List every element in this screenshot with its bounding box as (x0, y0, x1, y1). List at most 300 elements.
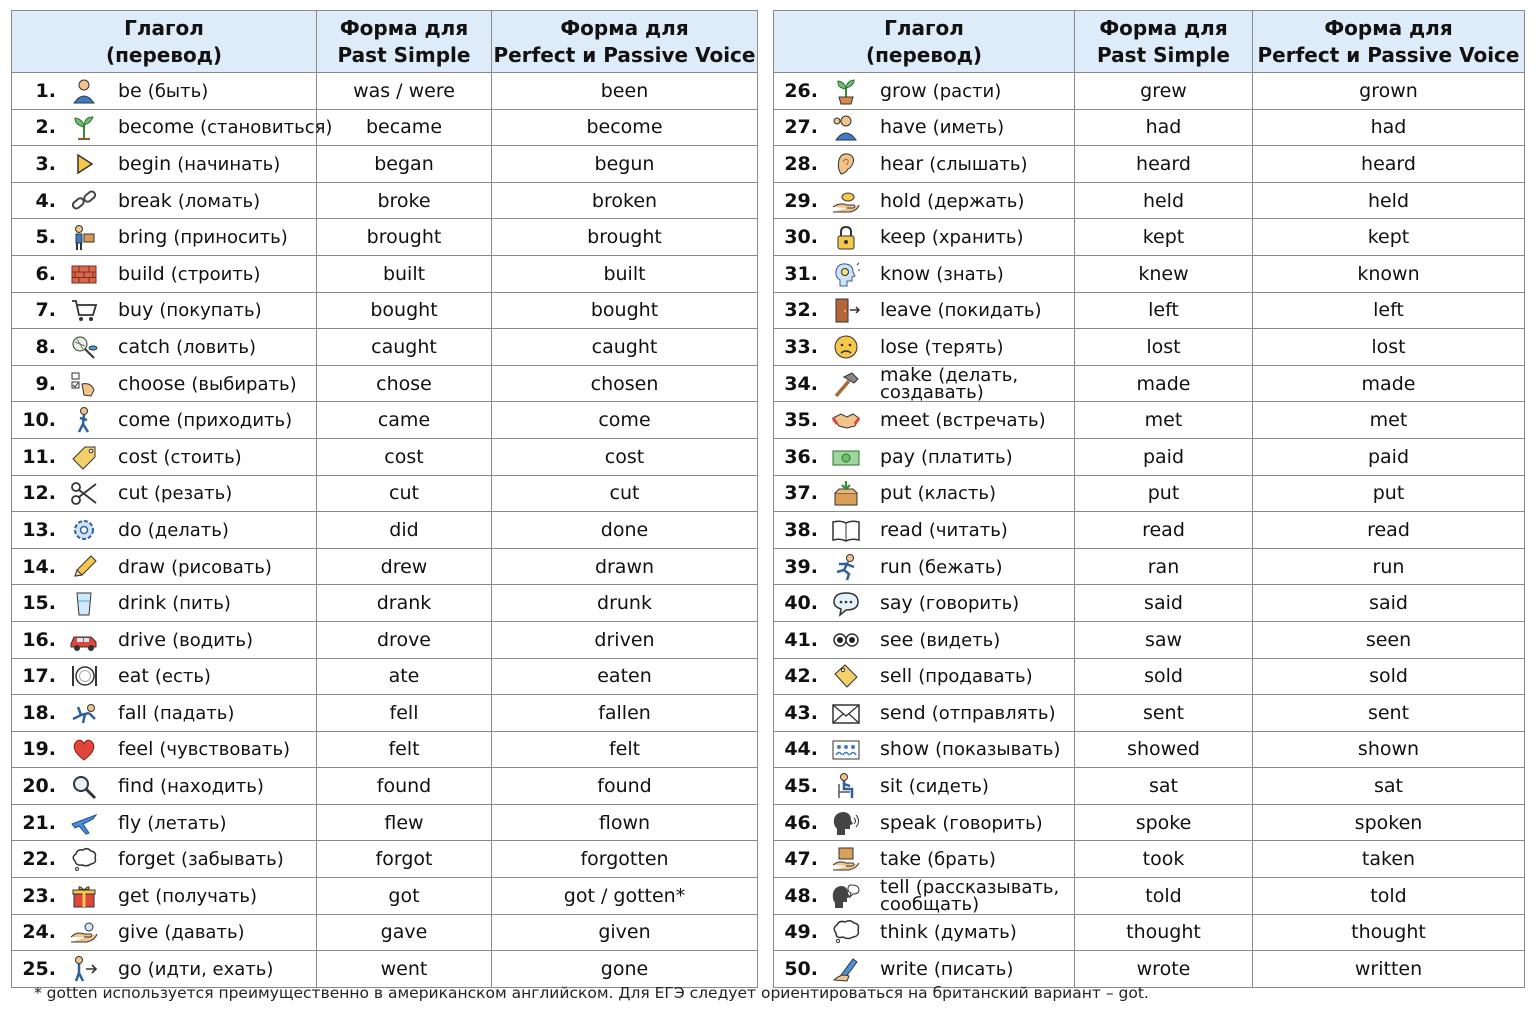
verb-translation: (идти, ехать) (147, 959, 274, 981)
envelope-icon (826, 699, 866, 727)
verb-translation: (брать) (927, 849, 996, 871)
verb-infinitive: bring (118, 226, 168, 249)
verb-label (118, 80, 208, 102)
verb-label (880, 848, 996, 870)
verb-label (880, 446, 1013, 468)
table-row (12, 731, 758, 768)
verb-cell (774, 109, 1075, 146)
past-simple-form: fell (317, 695, 492, 732)
hand-holding-icon (826, 187, 866, 215)
past-simple-form: knew (1075, 255, 1253, 292)
verb-label (880, 812, 1043, 834)
table-row (12, 951, 758, 988)
verb-label (880, 409, 1046, 431)
verb-label (880, 629, 1000, 651)
past-simple-form: met (1075, 402, 1253, 439)
verb-label (118, 702, 234, 724)
past-simple-form: grew (1075, 73, 1253, 110)
verb-translation: (показывать) (935, 739, 1061, 761)
verb-cell (774, 329, 1075, 366)
verb-infinitive: drive (118, 628, 167, 651)
verb-translation: (отправлять) (931, 702, 1056, 724)
past-participle-form: felt (492, 731, 758, 768)
past-simple-form: put (1075, 475, 1253, 512)
table-row (12, 182, 758, 219)
verb-translation: (чувствовать) (159, 739, 291, 761)
past-simple-form: made (1075, 365, 1253, 402)
car-icon (64, 626, 104, 654)
writing-hand-icon (826, 955, 866, 983)
plate-cutlery-icon (64, 662, 104, 690)
verb-label (118, 629, 253, 651)
past-participle-form: cost (492, 438, 758, 475)
past-simple-form: cost (317, 438, 492, 475)
table-row (12, 548, 758, 585)
verb-cell (774, 914, 1075, 951)
verb-infinitive: tell (880, 875, 910, 898)
verb-cell (12, 658, 317, 695)
table-row (774, 512, 1525, 549)
past-simple-form: wrote (1075, 951, 1253, 988)
past-participle-form: found (492, 768, 758, 805)
past-participle-form: become (492, 109, 758, 146)
verb-translation-cont: сообщать) (880, 893, 980, 915)
verb-cell (774, 548, 1075, 585)
verbs-table-left (11, 10, 758, 988)
past-simple-form: sat (1075, 768, 1253, 805)
header-past-simple: Форма для Past Simple (1075, 11, 1253, 73)
sitting-person-icon (826, 772, 866, 800)
verb-translation: (ловить) (176, 336, 257, 358)
past-simple-form: got (317, 878, 492, 915)
verb-translation: (давать) (164, 922, 245, 944)
row-number: 28. (784, 152, 818, 175)
past-participle-form: come (492, 402, 758, 439)
table-row (12, 109, 758, 146)
verb-infinitive: choose (118, 372, 186, 395)
verb-label (118, 190, 260, 212)
sad-face-icon (826, 333, 866, 361)
past-simple-form: said (1075, 585, 1253, 622)
past-simple-form: forgot (317, 841, 492, 878)
header-verb: Глагол (перевод) (12, 11, 317, 73)
verb-label (118, 409, 292, 431)
verb-cell (12, 914, 317, 951)
table-row (774, 182, 1525, 219)
verb-cell (12, 695, 317, 732)
heart-icon (64, 735, 104, 763)
row-number: 6. (35, 262, 56, 285)
past-participle-form: sold (1253, 658, 1525, 695)
verb-infinitive: catch (118, 335, 171, 358)
verb-cell (12, 512, 317, 549)
verb-translation: (покидать) (937, 300, 1042, 322)
past-participle-form: put (1253, 475, 1525, 512)
verb-translation: (выбирать) (191, 373, 297, 395)
verb-translation: (резать) (154, 483, 233, 505)
verb-translation: (продавать) (918, 666, 1033, 688)
telling-heads-icon (826, 882, 866, 910)
past-participle-form: known (1253, 255, 1525, 292)
verb-infinitive: get (118, 884, 150, 907)
row-number: 38. (784, 518, 818, 541)
pencil-icon (64, 553, 104, 581)
table-row (12, 365, 758, 402)
table-row (774, 914, 1525, 951)
table-row (774, 292, 1525, 329)
header-past-simple: Форма для Past Simple (317, 11, 492, 73)
thought-cloud-icon (826, 918, 866, 946)
past-simple-form: told (1075, 878, 1253, 915)
verb-label (880, 226, 1024, 248)
past-participle-form: paid (1253, 438, 1525, 475)
past-participle-form: been (492, 73, 758, 110)
table-row (774, 841, 1525, 878)
past-simple-form: sent (1075, 695, 1253, 732)
past-participle-form: begun (492, 146, 758, 183)
past-participle-form: grown (1253, 73, 1525, 110)
row-number: 24. (22, 921, 56, 944)
table-row (12, 255, 758, 292)
past-participle-form: flown (492, 804, 758, 841)
verb-infinitive: drink (118, 592, 167, 615)
falling-person-icon (64, 699, 104, 727)
past-simple-form: gave (317, 914, 492, 951)
verb-label (118, 116, 332, 138)
verb-cell (774, 438, 1075, 475)
verb-infinitive: come (118, 409, 171, 432)
verb-cell (774, 402, 1075, 439)
past-participle-form: held (1253, 182, 1525, 219)
table-row (12, 219, 758, 256)
verb-infinitive: lose (880, 335, 919, 358)
open-book-icon (826, 516, 866, 544)
row-number: 1. (35, 79, 56, 102)
speaking-head-icon (826, 809, 866, 837)
verb-translation: (находить) (160, 776, 264, 798)
verb-label (880, 702, 1056, 724)
verb-label (880, 80, 1001, 102)
row-number: 42. (784, 665, 818, 688)
table-row (774, 768, 1525, 805)
past-participle-form: eaten (492, 658, 758, 695)
table-row (12, 438, 758, 475)
row-number: 2. (35, 116, 56, 139)
row-number: 49. (784, 921, 818, 944)
row-number: 31. (784, 262, 818, 285)
verb-infinitive: read (880, 518, 923, 541)
price-tag-icon (64, 443, 104, 471)
table-row (12, 329, 758, 366)
past-simple-form: sold (1075, 658, 1253, 695)
verb-translation: (стоить) (163, 446, 242, 468)
past-simple-form: heard (1075, 146, 1253, 183)
past-participle-form: run (1253, 548, 1525, 585)
row-number: 37. (784, 482, 818, 505)
past-participle-form: told (1253, 878, 1525, 915)
verb-infinitive: run (880, 555, 912, 578)
verb-cell (774, 875, 1075, 915)
table-header-row (12, 11, 758, 73)
verb-infinitive: grow (880, 79, 927, 102)
table-row (774, 73, 1525, 110)
past-simple-form: went (317, 951, 492, 988)
hammer-icon (826, 370, 866, 398)
verb-label (118, 446, 242, 468)
table-row (774, 548, 1525, 585)
row-number: 45. (784, 775, 818, 798)
verb-label (880, 153, 1028, 175)
verb-translation: (писать) (933, 959, 1014, 981)
past-participle-form: bought (492, 292, 758, 329)
past-participle-form: forgotten (492, 841, 758, 878)
verb-cell (12, 951, 317, 988)
verb-translation: (приносить) (173, 227, 288, 249)
table-row (774, 329, 1525, 366)
verb-translation: (пить) (172, 593, 231, 615)
past-participle-form: caught (492, 329, 758, 366)
padlock-icon (826, 223, 866, 251)
table-row (774, 255, 1525, 292)
past-participle-form: cut (492, 475, 758, 512)
row-number: 27. (784, 116, 818, 139)
verb-cell (774, 292, 1075, 329)
past-participle-form: spoken (1253, 804, 1525, 841)
past-participle-form: drawn (492, 548, 758, 585)
verb-infinitive: forget (118, 848, 175, 871)
table-row (774, 438, 1525, 475)
past-participle-form: brought (492, 219, 758, 256)
sale-tag-icon (826, 662, 866, 690)
past-simple-form: became (317, 109, 492, 146)
person-holding-icon (826, 113, 866, 141)
verb-translation: (говорить) (918, 593, 1020, 615)
row-number: 22. (22, 848, 56, 871)
past-participle-form: fallen (492, 695, 758, 732)
past-participle-form: drunk (492, 585, 758, 622)
verb-infinitive: think (880, 921, 928, 944)
verb-translation: (держать) (927, 190, 1025, 212)
row-number: 11. (22, 445, 56, 468)
past-participle-form: got / gotten* (492, 878, 758, 915)
verb-label (880, 921, 1017, 943)
past-participle-form: built (492, 255, 758, 292)
row-number: 15. (22, 592, 56, 615)
verb-label (880, 263, 1004, 285)
row-number: 21. (22, 811, 56, 834)
verb-infinitive: fall (118, 701, 147, 724)
table-row (774, 402, 1525, 439)
verb-label (118, 665, 211, 687)
verb-translation: (встречать) (935, 410, 1046, 432)
audience-icon (826, 735, 866, 763)
verb-label (118, 226, 288, 248)
verb-cell (12, 731, 317, 768)
table-row (12, 402, 758, 439)
verb-translation: (приходить) (176, 410, 293, 432)
verb-infinitive: hear (880, 152, 924, 175)
verb-cell (774, 621, 1075, 658)
verb-cell (774, 475, 1075, 512)
fishing-net-icon (64, 333, 104, 361)
verb-infinitive: keep (880, 226, 926, 249)
table-row (774, 365, 1525, 402)
gift-icon (64, 882, 104, 910)
past-simple-form: caught (317, 329, 492, 366)
past-participle-form: read (1253, 512, 1525, 549)
broken-chain-icon (64, 187, 104, 215)
verb-cell (12, 292, 317, 329)
verb-label (118, 885, 257, 907)
verb-translation: (делать, (938, 364, 1019, 386)
table-row (12, 804, 758, 841)
past-simple-form: showed (1075, 731, 1253, 768)
past-participle-form: taken (1253, 841, 1525, 878)
past-participle-form: written (1253, 951, 1525, 988)
verb-translation: (видеть) (919, 629, 1001, 651)
row-number: 7. (35, 299, 56, 322)
row-number: 43. (784, 701, 818, 724)
person-icon (64, 77, 104, 105)
past-simple-form: lost (1075, 329, 1253, 366)
verb-translation: (терять) (924, 336, 1004, 358)
verb-cell (12, 621, 317, 658)
row-number: 10. (22, 409, 56, 432)
row-number: 36. (784, 445, 818, 468)
past-participle-form: lost (1253, 329, 1525, 366)
row-number: 29. (784, 189, 818, 212)
verb-label (880, 363, 1019, 403)
past-participle-form: met (1253, 402, 1525, 439)
verb-cell (774, 146, 1075, 183)
past-simple-form: took (1075, 841, 1253, 878)
table-row (12, 658, 758, 695)
verb-label (118, 958, 273, 980)
glass-icon (64, 589, 104, 617)
past-participle-form: driven (492, 621, 758, 658)
row-number: 13. (22, 518, 56, 541)
verb-translation: (хранить) (931, 227, 1024, 249)
past-simple-form: built (317, 255, 492, 292)
verb-cell (774, 841, 1075, 878)
verb-infinitive: begin (118, 152, 172, 175)
verb-label (118, 738, 290, 760)
verb-cell (774, 804, 1075, 841)
verb-cell (12, 804, 317, 841)
thought-bubble-icon (64, 845, 104, 873)
verb-label (880, 665, 1033, 687)
verb-infinitive: have (880, 116, 927, 139)
verb-cell (12, 219, 317, 256)
head-lightbulb-icon (826, 260, 866, 288)
past-participle-form: chosen (492, 365, 758, 402)
verbs-table-right (773, 10, 1525, 988)
verb-infinitive: buy (118, 299, 154, 322)
table-row (12, 475, 758, 512)
row-number: 16. (22, 628, 56, 651)
verb-infinitive: see (880, 628, 914, 651)
shopping-cart-icon (64, 296, 104, 324)
table-row (12, 695, 758, 732)
table-row (12, 914, 758, 951)
verb-cell (12, 475, 317, 512)
verb-translation: (падать) (152, 702, 235, 724)
verb-translation-cont: создавать) (880, 381, 984, 403)
verb-infinitive: give (118, 921, 159, 944)
row-number: 18. (22, 701, 56, 724)
verb-translation: (забывать) (181, 849, 284, 871)
verb-infinitive: speak (880, 811, 937, 834)
past-simple-form: bought (317, 292, 492, 329)
giving-hand-icon (64, 918, 104, 946)
table-row (12, 841, 758, 878)
verb-cell (774, 512, 1075, 549)
walking-person-icon (64, 406, 104, 434)
verb-translation: (становиться) (200, 117, 333, 139)
past-simple-form: kept (1075, 219, 1253, 256)
past-simple-form: found (317, 768, 492, 805)
verb-translation: (расти) (932, 80, 1002, 102)
row-number: 48. (784, 884, 818, 907)
past-participle-form: had (1253, 109, 1525, 146)
person-arrow-icon (64, 955, 104, 983)
airplane-icon (64, 809, 104, 837)
past-participle-form: shown (1253, 731, 1525, 768)
verb-label (880, 482, 996, 504)
verb-translation: (покупать) (159, 300, 262, 322)
verb-cell (774, 73, 1075, 110)
verb-translation: (рассказывать, (915, 876, 1060, 898)
verb-translation: (бежать) (917, 556, 1003, 578)
running-person-icon (826, 553, 866, 581)
verb-label (118, 519, 229, 541)
table-row (12, 292, 758, 329)
row-number: 50. (784, 958, 818, 981)
row-number: 3. (35, 152, 56, 175)
verb-infinitive: sell (880, 665, 913, 688)
table-row (774, 109, 1525, 146)
verb-infinitive: find (118, 775, 155, 798)
row-number: 8. (35, 335, 56, 358)
verb-cell (774, 658, 1075, 695)
past-participle-form: sat (1253, 768, 1525, 805)
verb-infinitive: say (880, 592, 913, 615)
verb-infinitive: feel (118, 738, 154, 761)
row-number: 17. (22, 665, 56, 688)
verb-infinitive: leave (880, 299, 932, 322)
verb-cell (12, 768, 317, 805)
verb-cell (774, 768, 1075, 805)
exit-door-icon (826, 296, 866, 324)
verb-cell (12, 438, 317, 475)
verb-infinitive: send (880, 701, 926, 724)
past-participle-form: said (1253, 585, 1525, 622)
eyes-icon (826, 626, 866, 654)
row-number: 41. (784, 628, 818, 651)
magnifier-icon (64, 772, 104, 800)
verb-translation: (строить) (170, 263, 261, 285)
row-number: 47. (784, 848, 818, 871)
verb-label (118, 592, 231, 614)
past-simple-form: had (1075, 109, 1253, 146)
verb-cell (12, 255, 317, 292)
past-participle-form: kept (1253, 219, 1525, 256)
verb-label (118, 921, 245, 943)
verb-cell (774, 585, 1075, 622)
past-simple-form: saw (1075, 621, 1253, 658)
verb-infinitive: cut (118, 482, 148, 505)
footnote: * gotten используется преимущественно в американском английском. Для ЕГЭ следует ориентироваться на британский вариант – got. (34, 984, 1149, 1002)
